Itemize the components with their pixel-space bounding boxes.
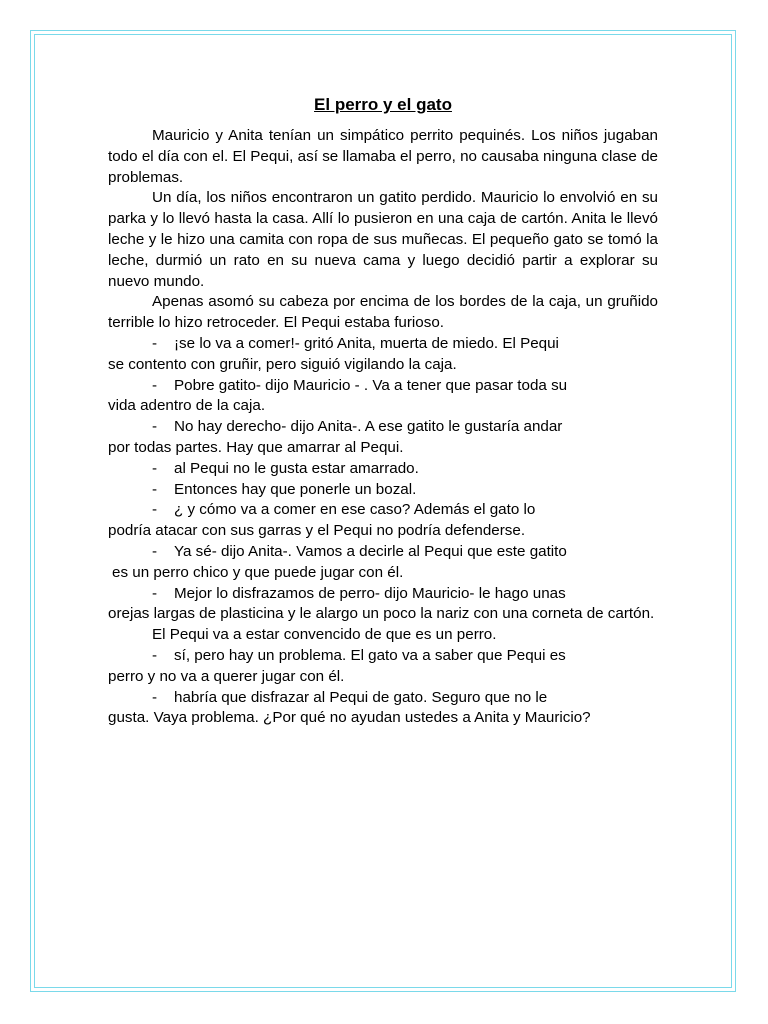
dialog-dash: -: [152, 459, 158, 477]
dialog-continuation: perro y no va a querer jugar con él.: [108, 667, 345, 685]
dialog-line: [108, 542, 658, 584]
paragraph: Mauricio y Anita tenían un simpático perrito pequinés. Los niños jugaban todo el día con el. El Pequi, así se llamaba el perro, no causaba ninguna clase de problemas.: [108, 127, 658, 186]
dialog-line: [108, 584, 658, 626]
dialog-line: [108, 376, 658, 418]
dialog-line: [108, 459, 658, 480]
dialog-continuation: podría atacar con sus garras y el Pequi no podría defenderse.: [108, 522, 526, 540]
paragraph: El Pequi va a estar convencido de que es un perro.: [152, 626, 497, 644]
dialog-dash: -: [152, 334, 158, 352]
document-title: El perro y el gato: [314, 95, 452, 114]
dialog-line: [108, 480, 658, 501]
dialog-dash: -: [152, 376, 158, 394]
dialog-text: habría que disfrazar al Pequi de gato. Seguro que no le: [174, 688, 548, 706]
dialog-text: Entonces hay que ponerle un bozal.: [174, 480, 417, 498]
dialog-text: ¿ y cómo va a comer en ese caso? Además el gato lo: [174, 501, 536, 519]
dialog-line: [108, 417, 658, 459]
dialog-dash: -: [152, 542, 158, 560]
dialog-text: Mejor lo disfrazamos de perro- dijo Mauricio- le hago unas: [174, 584, 566, 602]
dialog-line: [108, 646, 658, 688]
document-body: [108, 94, 658, 729]
dialog-dash: -: [152, 501, 158, 519]
dialog-continuation: se contento con gruñir, pero siguió vigilando la caja.: [108, 355, 457, 373]
dialog-line: [108, 500, 658, 542]
dialog-line: [108, 334, 658, 376]
dialog-dash: -: [152, 688, 158, 706]
dialog-line: [108, 688, 658, 730]
dialog-dash: -: [152, 418, 158, 436]
dialog-dash: -: [152, 584, 158, 602]
dialog-text: al Pequi no le gusta estar amarrado.: [174, 459, 419, 477]
dialog-text: sí, pero hay un problema. El gato va a saber que Pequi es: [174, 646, 566, 664]
dialog-continuation: es un perro chico y que puede jugar con él.: [112, 563, 404, 581]
paragraph: Apenas asomó su cabeza por encima de los bordes de la caja, un gruñido terrible lo hizo retroceder. El Pequi estaba furioso.: [108, 293, 658, 332]
dialog-continuation: vida adentro de la caja.: [108, 397, 266, 415]
dialog-continuation: gusta. Vaya problema. ¿Por qué no ayudan ustedes a Anita y Mauricio?: [108, 709, 591, 727]
dialog-text: Pobre gatito- dijo Mauricio - . Va a tener que pasar toda su: [174, 376, 568, 394]
dialog-text: ¡se lo va a comer!- gritó Anita, muerta de miedo. El Pequi: [174, 334, 559, 352]
dialog-text: No hay derecho- dijo Anita-. A ese gatito le gustaría andar: [174, 418, 563, 436]
dialog-continuation: por todas partes. Hay que amarrar al Pequi.: [108, 438, 404, 456]
dialog-dash: -: [152, 480, 158, 498]
dialog-continuation: orejas largas de plasticina y le alargo un poco la nariz con una corneta de cartón.: [108, 605, 655, 623]
dialog-text: Ya sé- dijo Anita-. Vamos a decirle al Pequi que este gatito: [174, 542, 567, 560]
paragraph: Un día, los niños encontraron un gatito perdido. Mauricio lo envolvió en su parka y lo llevó hasta la casa. Allí lo pusieron en una caja de cartón. Anita le llevó leche y le hizo una camita con ropa de sus muñecas. El pequeño gato se tomó la leche, durmió un rato en su nueva cama y luego decidió partir a explorar su nuevo mundo.: [108, 189, 658, 290]
dialog-dash: -: [152, 646, 158, 664]
